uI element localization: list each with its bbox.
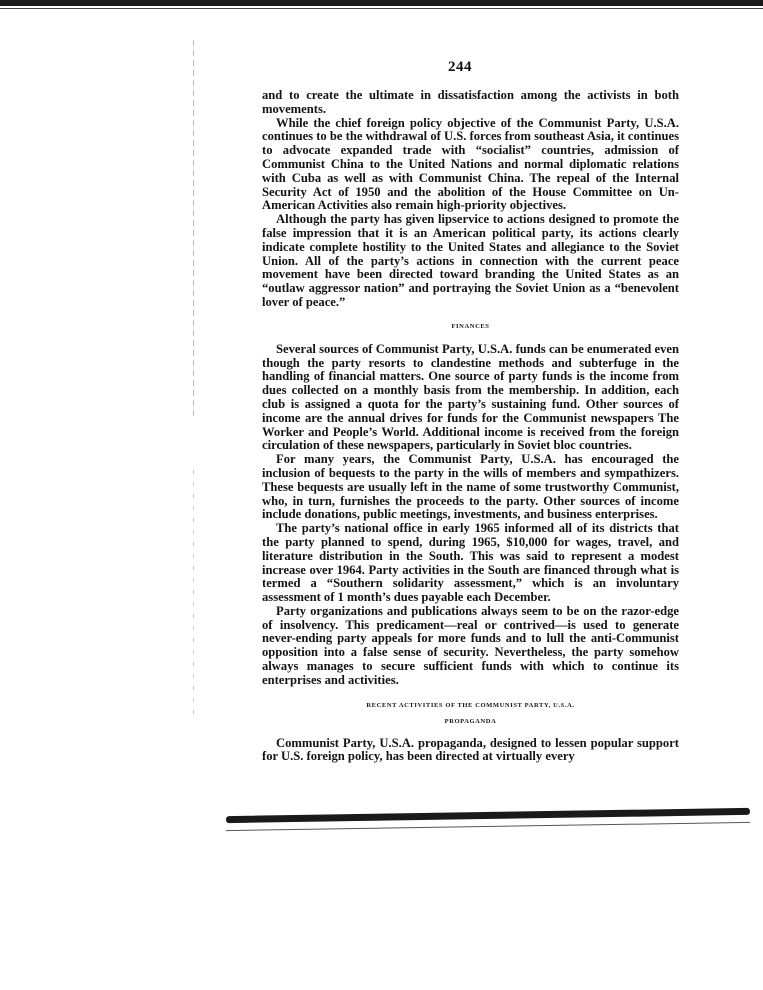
- paragraph-finances-1: Several sources of Communist Party, U.S.A. funds can be enumerated even though the party resorts to clandestine methods and subterfuge in the handling of financial matters. One source of party funds is the income from dues collected on a monthly basis from the membership. In addition, each club is assigned a quota for the party’s sustaining fund. Other sources of income are the annual drives for funds for the Communist newspapers The Worker and People’s World. Additional income is received from the foreign circulation of these newspapers, particularly in Soviet bloc countries.: [262, 341, 679, 453]
- paragraph-finances-4: Party organizations and publications always seem to be on the razor-edge of insolvency. This predicament—real or contrived—is used to generate never-ending party appeals for more funds and to lull the anti-Communist opposition into a false sense of security. Nevertheless, the party somehow always manages to secure sufficient funds with which to continue its enterprises and activities.: [262, 603, 679, 687]
- paragraph-finances-2: For many years, the Communist Party, U.S.A. has encouraged the inclusion of bequests to the party in the wills of members and sympathizers. These bequests are usually left in the name of some trustworthy Communist, who, in turn, furnishes the proceeds to the party. Other sources of income include donations, public meetings, investments, and business enterprises.: [262, 452, 679, 522]
- paragraph-finances-3: The party’s national office in early 1965 informed all of its districts that the party planned to spend, during 1965, $10,000 for wages, travel, and literature distribution in the South. This was said to represent a modest increase over 1964. Party activities in the South are financed through what is termed a “Southern solidarity assessment,” which is an involuntary assessment of 1 month’s dues payable each December.: [262, 521, 679, 605]
- page-number: 244: [448, 59, 472, 75]
- section-subheading-propaganda: PROPAGANDA: [444, 717, 497, 725]
- top-border-rule: [0, 0, 763, 6]
- scan-margin-mark-lower: [193, 470, 194, 720]
- section-heading-recent-activities: RECENT ACTIVITIES OF THE COMMUNIST PARTY, U.S.A.: [366, 701, 575, 709]
- section-heading-finances: FINANCES: [451, 322, 490, 330]
- scan-margin-mark: [193, 40, 194, 420]
- top-border-thin-rule: [0, 8, 763, 9]
- paragraph-intro-3: Although the party has given lipservice to actions designed to promote the false impression that it is an American political party, its actions clearly indicate complete hostility to the United States and allegiance to the Soviet Union. All of the party’s actions in connection with the current peace movement have been directed toward branding the United States as an “outlaw aggressor nation” and portraying the Soviet Union as a “benevolent lover of peace.”: [262, 212, 679, 309]
- paragraph-intro-2: While the chief foreign policy objective of the Communist Party, U.S.A. continues to be the withdrawal of U.S. forces from southeast Asia, it continues to advocate expanded trade with “socialist” countries, admission of Communist China to the United Nations and normal diplomatic relations with Cuba as well as with Communist China. The repeal of the Internal Security Act of 1950 and the abolition of the House Committee on Un-American Activities also remain high-priority objectives.: [262, 115, 679, 213]
- bottom-border-rule: [226, 808, 750, 823]
- paragraph-propaganda-1: Communist Party, U.S.A. propaganda, designed to lessen popular support for U.S. foreign policy, has been directed at virtually every: [262, 735, 679, 764]
- bottom-border-thin-rule: [226, 822, 750, 831]
- paragraph-intro-1: and to create the ultimate in dissatisfaction among the activists in both movements.: [262, 88, 679, 116]
- document-body: [262, 89, 679, 764]
